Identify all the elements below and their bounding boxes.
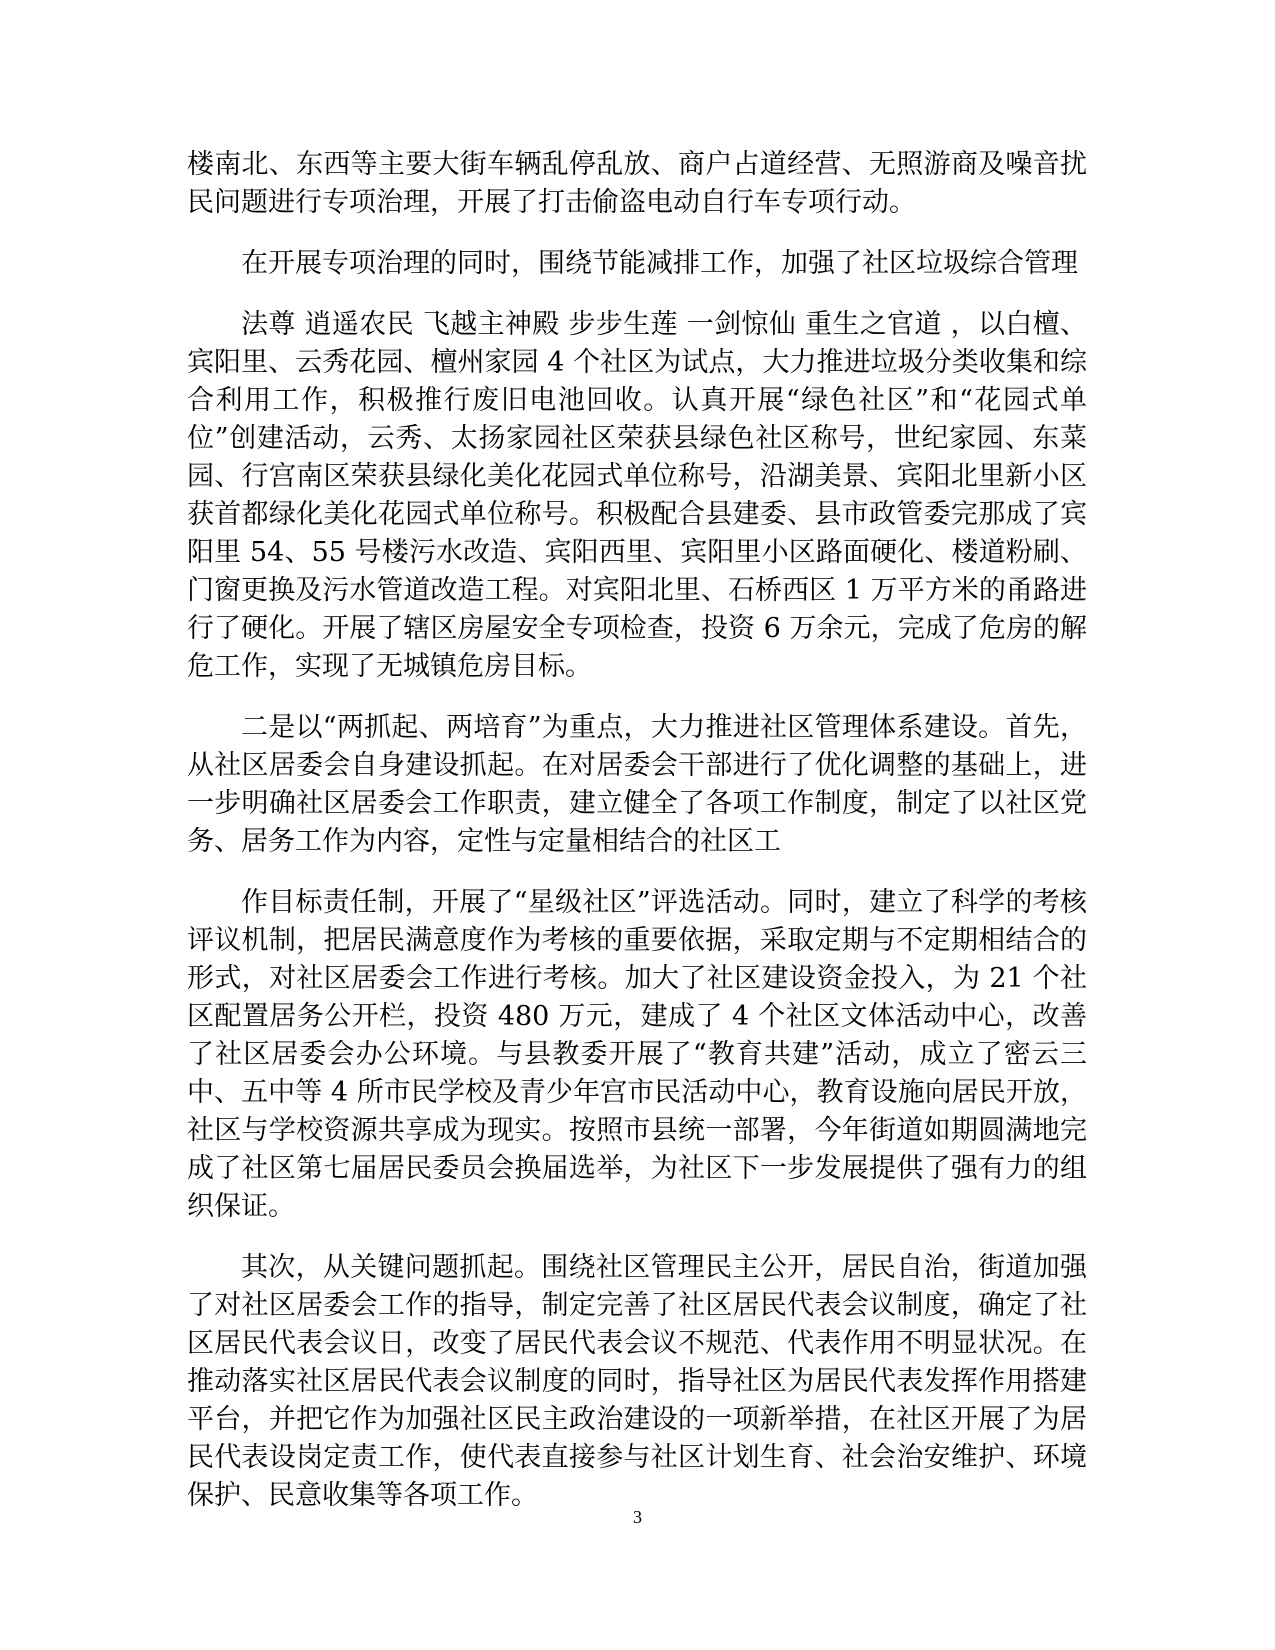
page-number: 3 (633, 1507, 642, 1527)
paragraph-continued: 楼南北、东西等主要大街车辆乱停乱放、商户占道经营、无照游商及噪音扰民问题进行专项治理，开展了打击偷盗电动自行车专项行动。 (187, 149, 1087, 218)
paragraph: 在开展专项治理的同时，围绕节能减排工作，加强了社区垃圾综合管理 (241, 248, 1078, 279)
paragraph: 二是以“两抓起、两培育”为重点，大力推进社区管理体系建设。首先，从社区居委会自身建设抓起。在对居委会干部进行了优化调整的基础上，进一步明确社区居委会工作职责，建立健全了各项工作制度，制定了以社区党务、居务工作为内容，定性与定量相结合的社区工 (187, 712, 1087, 857)
paragraph: 其次，从关键问题抓起。围绕社区管理民主公开，居民自治，街道加强了对社区居委会工作的指导，制定完善了社区居民代表会议制度，确定了社区居民代表会议日，改变了居民代表会议不规范、代表作用不明显状况。在推动落实社区居民代表会议制度的同时，指导社区为居民代表发挥作用搭建平台，并把它作为加强社区民主政治建设的一项新举措，在社区开展了为居民代表设岗定责工作，使代表直接参与社区计划生育、社会治安维护、环境保护、民意收集等各项工作。 (187, 1252, 1087, 1511)
paragraph: 法尊 逍遥农民 飞越主神殿 步步生莲 一剑惊仙 重生之官道 ，以白檀、宾阳里、云秀花园、檀州家园 4 个社区为试点，大力推进垃圾分类收集和综合利用工作，积极推行废旧电池回收。认真开展“绿色社区”和“花园式单位”创建活动，云秀、太扬家园社区荣获县绿色社区称号，世纪家园、东菜园、行宫南区荣获县绿化美化花园式单位称号，沿湖美景、宾阳北里新小区获首都绿化美化花园式单位称号。积极配合县建委、县市政管委完那成了宾阳里 54、55 号楼污水改造、宾阳西里、宾阳里小区路面硬化、楼道粉刷、门窗更换及污水管道改造工程。对宾阳北里、石桥西区 1 万平方米的甬路进行了硬化。开展了辖区房屋安全专项检查，投资 6 万余元，完成了危房的解危工作，实现了无城镇危房目标。 (187, 309, 1087, 682)
document-body (187, 146, 1087, 1538)
paragraph: 作目标责任制，开展了“星级社区”评选活动。同时，建立了科学的考核评议机制，把居民满意度作为考核的重要依据，采取定期与不定期相结合的形式，对社区居委会工作进行考核。加大了社区建设资金投入，为 21 个社区配置居务公开栏，投资 480 万元，建成了 4 个社区文体活动中心，改善了社区居委会办公环境。与县教委开展了“教育共建”活动，成立了密云三中、五中等 4 所市民学校及青少年宫市民活动中心，教育设施向居民开放，社区与学校资源共享成为现实。按照市县统一部署，今年街道如期圆满地完成了社区第七届居民委员会换届选举，为社区下一步发展提供了强有力的组织保证。 (187, 887, 1087, 1222)
